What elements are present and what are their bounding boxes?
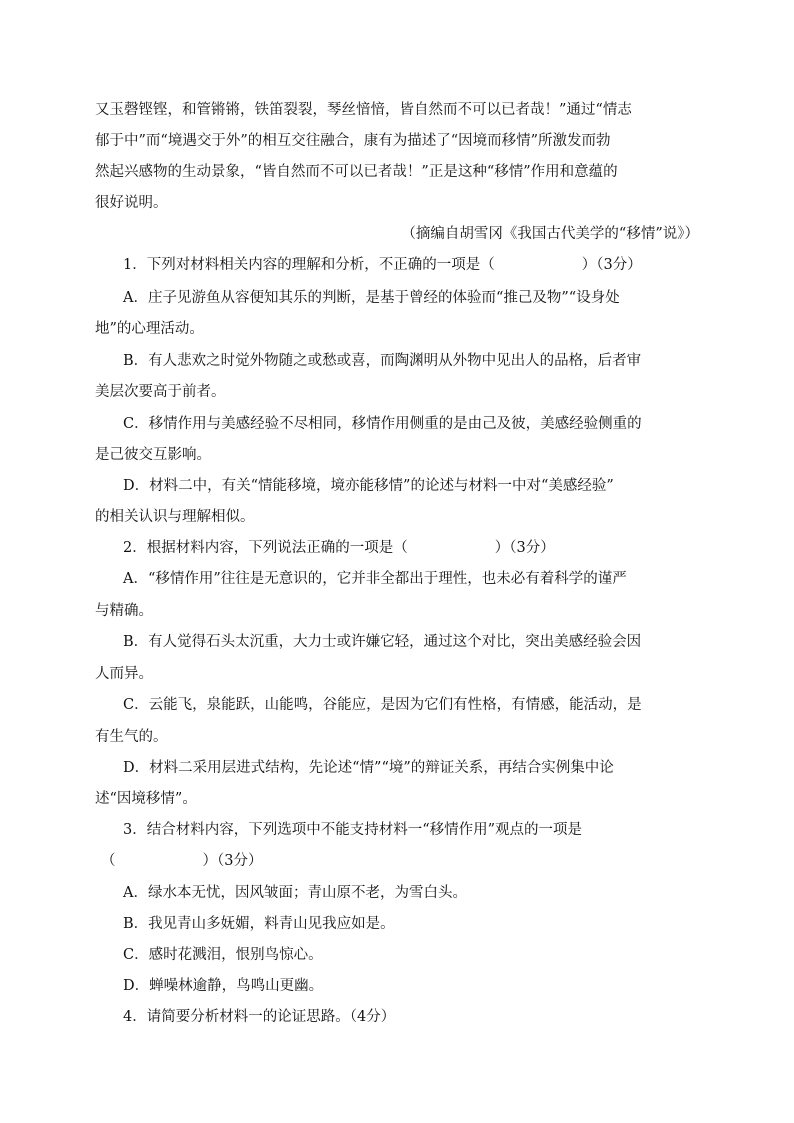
option-d: D．蝉噪林逾静，鸟鸣山更幽。	[123, 978, 324, 994]
question-stem: 1．下列对材料相关内容的理解和分析，不正确的一项是（ ）（3分）	[123, 257, 642, 273]
question-stem: 4．请简要分析材料一的论证思路。（4分）	[123, 1009, 396, 1025]
option-b: B．我见青山多妩媚，料青山见我应如是。	[123, 916, 395, 932]
option-a: A．“移情作用”往往是无意识的，它并非全都出于理性，也未必有着科学的谨严	[123, 571, 627, 587]
source-citation: （摘编自胡雪冈《我国古代美学的“移情”说》）	[401, 226, 699, 242]
question-stem: 2．根据材料内容，下列说法正确的一项是（ ）（3分）	[123, 540, 555, 556]
passage-line: 郁于中”而“境遇交于外”的相互交往融合，康有为描述了“因境而移情”所激发而勃	[95, 133, 611, 149]
option-a-cont: 地”的心理活动。	[95, 321, 204, 337]
option-a: A．绿水本无忧，因风皱面；青山原不老，为雪白头。	[123, 885, 467, 901]
question-stem: 3．结合材料内容，下列选项中不能支持材料一“移情作用”观点的一项是	[123, 822, 583, 838]
option-d: D．材料二采用层进式结构，先论述“情”“境”的辩证关系，再结合实例集中论	[123, 760, 614, 776]
option-d-cont: 的相关认识与理解相似。	[95, 509, 255, 525]
option-a-cont: 与精确。	[95, 603, 153, 619]
option-d-cont: 述“因境移情”。	[95, 791, 197, 807]
option-b: B．有人悲欢之时觉外物随之或愁或喜，而陶渊明从外物中见出人的品格，后者审	[123, 353, 642, 369]
option-c-cont: 有生气的。	[95, 729, 168, 745]
option-a: A．庄子见游鱼从容便知其乐的判断，是基于曾经的体验而“推己及物”“设身处	[123, 290, 620, 306]
question-stem-cont: （ ）（3分）	[101, 853, 263, 869]
option-c: C．感时花溅泪，恨别鸟惊心。	[123, 947, 323, 963]
passage-line: 然起兴感物的生动景象，“皆自然而不可以已者哉！”正是这种“移情”作用和意蕴的	[95, 164, 618, 180]
option-d: D．材料二中，有关“情能移境，境亦能移情”的论述与材料一中对“美感经验”	[123, 478, 614, 494]
option-b-cont: 美层次要高于前者。	[95, 384, 226, 400]
option-b-cont: 人而异。	[95, 666, 153, 682]
option-c: C．云能飞，泉能跃，山能鸣，谷能应，是因为它们有性格，有情感，能活动，是	[123, 697, 642, 713]
option-c: C．移情作用与美感经验不尽相同，移情作用侧重的是由己及彼，美感经验侧重的	[123, 416, 642, 432]
option-b: B．有人觉得石头太沉重，大力士或许嫌它轻，通过这个对比，突出美感经验会因	[123, 634, 642, 650]
option-c-cont: 是己彼交互影响。	[95, 447, 211, 463]
passage-line: 又玉磬铿铿，和管锵锵，铁笛裂裂，琴丝愔愔，皆自然而不可以已者哉！”通过“情志	[95, 102, 632, 118]
passage-line: 很好说明。	[95, 195, 168, 211]
